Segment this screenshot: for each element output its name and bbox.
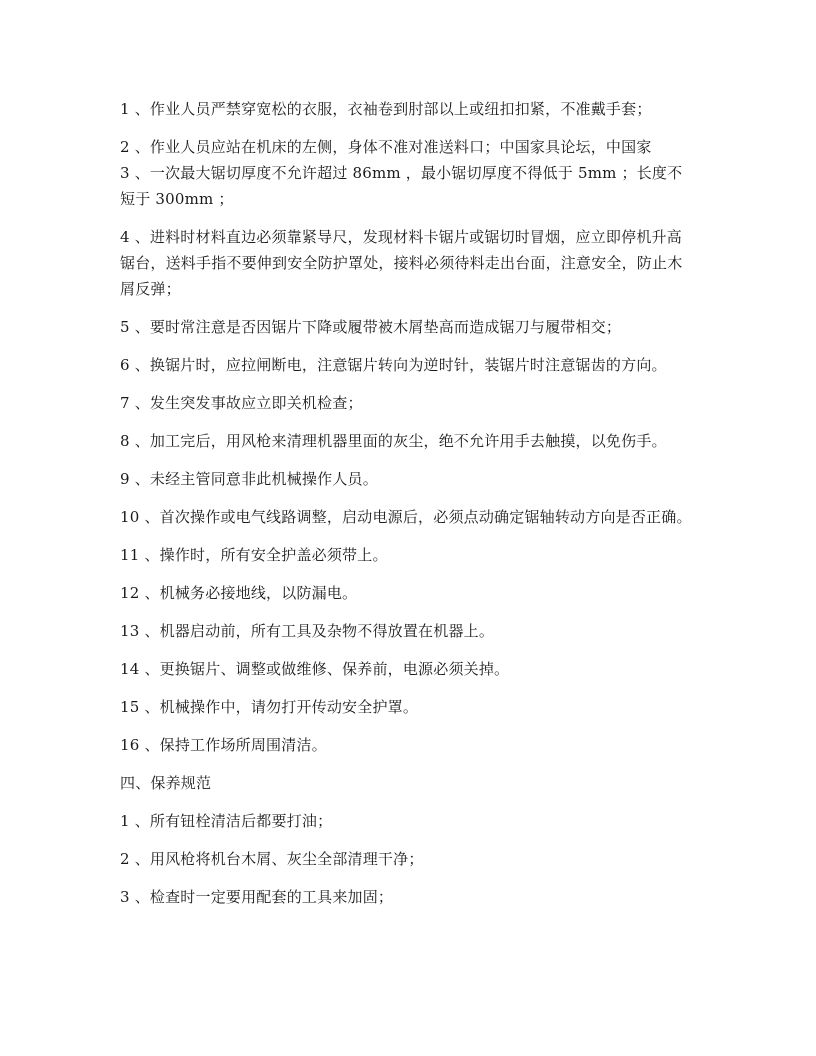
paragraph-12: 12 、机械务必接地线，以防漏电。 [120,584,358,602]
paragraph-15: 15 、机械操作中，请勿打开传动安全护罩。 [120,698,419,716]
paragraph-5: 5 、要时常注意是否因锯片下降或履带被木屑垫高而造成锯刀与履带相交； [120,318,622,336]
paragraph-6: 6 、换锯片时，应拉闸断电，注意锯片转向为逆时针，装锯片时注意锯齿的方向。 [120,356,667,374]
paragraph-3: 3 、一次最大锯切厚度不允许超过 86mm ，最小锯切厚度不得低于 5mm ；长度不短于 300mm ； [120,164,683,208]
maintenance-item-3: 3 、检查时一定要用配套的工具来加固； [120,888,394,906]
paragraph-2: 2 、作业人员应站在机床的左侧，身体不准对准送料口；中国家具论坛，中国家 [120,138,652,156]
paragraph-7: 7 、发生突发事故应立即关机检查； [120,394,363,412]
paragraph-14: 14 、更换锯片、调整或做维修、保养前，电源必须关掉。 [120,660,510,678]
maintenance-item-2: 2 、用风枪将机台木屑、灰尘全部清理干净； [120,850,424,868]
maintenance-item-1: 1 、所有钮栓清洁后都要打油； [120,812,333,830]
document-body [120,96,696,910]
paragraph-10: 10 、首次操作或电气线路调整，启动电源后，必须点动确定锯轴转动方向是否正确。 [120,508,692,526]
paragraph-16: 16 、保持工作场所周围清洁。 [120,736,327,754]
paragraph-11: 11 、操作时，所有安全护盖必须带上。 [120,546,388,564]
paragraph-13: 13 、机器启动前，所有工具及杂物不得放置在机器上。 [120,622,495,640]
paragraph-4: 4 、进料时材料直边必须靠紧导尺，发现材料卡锯片或锯切时冒烟，应立即停机升高锯台，送料手指不要伸到安全防护罩处，接料必须待料走出台面，注意安全，防止木屑反弹； [120,228,683,298]
section-heading-maintenance: 四、保养规范 [120,774,212,792]
paragraph-9: 9 、未经主管同意非此机械操作人员。 [120,470,378,488]
paragraph-8: 8 、加工完后，用风枪来清理机器里面的灰尘，绝不允许用手去触摸，以免伤手。 [120,432,667,450]
paragraph-1: 1 、作业人员严禁穿宽松的衣服，衣袖卷到肘部以上或纽扣扣紧，不准戴手套； [120,100,652,118]
